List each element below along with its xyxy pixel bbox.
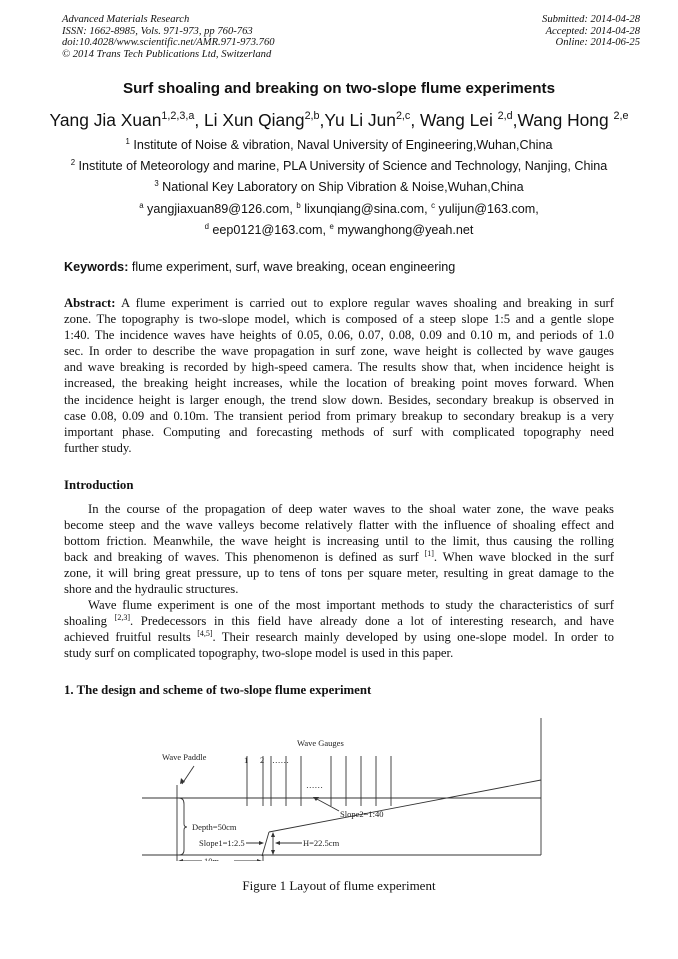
- para-line: become steep and the wave valleys become relatively flatter with the influence of shoaling effect and: [64, 518, 614, 533]
- affiliation-3: [0, 180, 678, 194]
- flume-layout-figure: [142, 716, 542, 861]
- para-line: In the course of the propagation of deep water waves to the shoal water zone, the wave peaks: [88, 502, 614, 516]
- gauge-1-label: 1: [244, 755, 249, 765]
- email-link[interactable]: yulijun@163.com,: [435, 202, 539, 216]
- affiliation-text: National Key Laboratory on Ship Vibration & Noise,Wuhan,China: [158, 180, 524, 194]
- issn-line: ISSN: 1662-8985, Vols. 971-973, pp 760-763: [62, 25, 253, 37]
- journal-header: [62, 14, 275, 60]
- author-name: Yu Li Jun: [324, 110, 396, 130]
- accepted-date: Accepted: 2014-04-28: [545, 25, 640, 37]
- author-list: Yang Jia Xuan$^{1,2,3,a}$, Li Xun Qiang$^{2,b}$,Yu Li Jun$^{2,c}$, Wang Lei $^{2,d}$,Wang Hong $^{2,e}$: [49, 110, 629, 130]
- submission-dates: [542, 14, 640, 49]
- citation-ref[interactable]: [4,5]: [197, 628, 213, 638]
- email-line-2: [0, 223, 678, 237]
- para-text: . Predecessors in this field have already done a lot of interesting research, and have: [129, 614, 615, 629]
- para-text: back and breaking of waves. This phenomenon is defined as surf: [64, 550, 425, 565]
- paper-title: Surf shoaling and breaking on two-slope flume experiments: [122, 80, 556, 97]
- email-sup: b: [296, 200, 301, 210]
- abstract-line: [64, 295, 614, 311]
- section-1-heading: 1. The design and scheme of two-slope flume experiment: [64, 683, 372, 697]
- email-link[interactable]: lixunqiang@sina.com,: [300, 202, 432, 216]
- para-line: [64, 549, 614, 565]
- para-line: Wave flume experiment is one of the most important methods to study the characteristics of surf: [88, 598, 614, 612]
- abstract-text: A flume experiment is carried out to explore regular waves shoaling and breaking in surf: [115, 296, 614, 310]
- email-sup: e: [329, 221, 334, 231]
- depth-label: Depth=50cm: [192, 822, 237, 832]
- email-link[interactable]: yangjiaxuan89@126.com,: [143, 202, 297, 216]
- gauges-ellipsis: ……: [272, 755, 289, 765]
- abstract-line: 1:40. The incidence waves have heights of 0.05, 0.06, 0.07, 0.08, 0.09 and 0.10 m, and periods of 1.0: [64, 328, 614, 343]
- gauges-ellipsis-mid: ……: [306, 780, 323, 790]
- author-affil-sup: 2,e: [613, 110, 629, 123]
- author-affil-sup: 2,d: [497, 110, 513, 123]
- doi-line: doi:10.4028/www.scientific.net/AMR.971-973.760: [62, 37, 275, 49]
- affiliation-2: [0, 159, 678, 173]
- depth-brace: [179, 798, 187, 855]
- copyright-line: © 2014 Trans Tech Publications Ltd, Switzerland: [62, 48, 272, 60]
- para-line: [64, 629, 614, 645]
- abstract: [64, 295, 614, 456]
- para-text: . Their research mainly developed by using one-slope model. In order to: [212, 630, 614, 645]
- citation-ref[interactable]: [2,3]: [114, 612, 130, 622]
- abstract-line: important phase. Computing and forecasting methods of surf with complicated topography need: [64, 424, 614, 439]
- figure-caption: Figure 1 Layout of flume experiment: [242, 878, 436, 893]
- abstract-line: zone. The topography is two-slope model, which is composed of a steep slope 1:5 and a gentle slope: [64, 312, 614, 327]
- email-sup: a: [139, 200, 144, 210]
- keywords-text: flume experiment, surf, wave breaking, ocean engineering: [128, 260, 456, 274]
- para-line: zone, it will bring great pressure, up to tens of tons per square meter, resulting in great damage to the: [64, 566, 614, 581]
- introduction-heading: Introduction: [64, 478, 134, 492]
- para-text: shoaling: [64, 614, 115, 629]
- h-label: H=22.5cm: [303, 838, 340, 848]
- abstract-line: sec. In order to describe the wave propagation in surf zone, wave height is collected by wave gauges: [64, 344, 614, 359]
- wave-gauges-label: Wave Gauges: [297, 738, 344, 748]
- intro-paragraph-2: [64, 597, 614, 661]
- para-line: bottom friction. Meanwhile, the wave height is increasing until to the limit, thus causing the rolling: [64, 534, 614, 549]
- para-line: [64, 613, 614, 629]
- slope2-label: Slope2=1:40: [340, 809, 384, 819]
- para-line: study surf on complicated topography, two-slope model is used in this paper.: [64, 646, 454, 661]
- abstract-line: further study.: [64, 440, 132, 455]
- abstract-label: Abstract:: [64, 296, 116, 310]
- affiliation-1: [0, 138, 678, 152]
- email-line-1: [0, 202, 678, 216]
- author-affil-sup: 1,2,3,a: [161, 110, 195, 123]
- affiliation-sup: 3: [154, 178, 159, 188]
- journal-name: Advanced Materials Research: [62, 14, 190, 25]
- slope1-label: Slope1=1:2.5: [199, 838, 245, 848]
- intro-paragraph-1: [64, 501, 614, 598]
- distance-label: 10m: [204, 856, 220, 861]
- affiliation-sup: 1: [125, 136, 130, 146]
- author-name: Wang Lei: [419, 110, 498, 130]
- wave-paddle-label: Wave Paddle: [162, 752, 207, 762]
- email-sup: c: [431, 200, 435, 210]
- para-line: shore and the hydraulic structures.: [64, 582, 239, 597]
- abstract-line: case 0.08, 0.09 and 0.10m. The transient period from primary breakup to secondary breakup is a very: [64, 408, 614, 423]
- author-affil-sup: 2,b: [304, 110, 320, 123]
- keywords: [64, 260, 455, 274]
- slope1-line: [262, 832, 269, 856]
- gauge-2-label: 2: [260, 755, 265, 765]
- author-name: Yang Jia Xuan: [49, 110, 162, 130]
- email-link[interactable]: mywanghong@yeah.net: [333, 223, 474, 237]
- abstract-line: the incidence height is larger enough, the trend slow down. Besides, secondary breakup is observed in: [64, 392, 614, 407]
- author-affil-sup: 2,c: [395, 110, 411, 123]
- email-sup: d: [204, 221, 209, 231]
- para-text: . When wave blocked in the surf: [433, 550, 614, 565]
- affiliation-text: Institute of Meteorology and marine, PLA University of Science and Technology, Nanjing, China: [75, 159, 608, 173]
- affiliation-text: Institute of Noise & vibration, Naval University of Engineering,Wuhan,China: [129, 138, 553, 152]
- abstract-line: and wave breaking is recorded by high-speed camera. The results show that, when incidence height is: [64, 360, 614, 375]
- author-name: Wang Hong: [517, 110, 614, 130]
- submitted-date: Submitted: 2014-04-28: [542, 14, 640, 25]
- para-text: achieved fruitful results: [64, 630, 198, 645]
- online-date: Online: 2014-06-25: [555, 37, 640, 49]
- affiliation-sup: 2: [70, 157, 76, 167]
- email-link[interactable]: eep0121@163.com,: [208, 223, 330, 237]
- keywords-label: Keywords:: [64, 260, 129, 274]
- citation-ref[interactable]: [1]: [424, 549, 434, 559]
- author-name: Li Xun Qiang: [204, 110, 305, 130]
- abstract-line: increased, the breaking height increases, while the location of breaking point moves forward. When: [64, 376, 614, 391]
